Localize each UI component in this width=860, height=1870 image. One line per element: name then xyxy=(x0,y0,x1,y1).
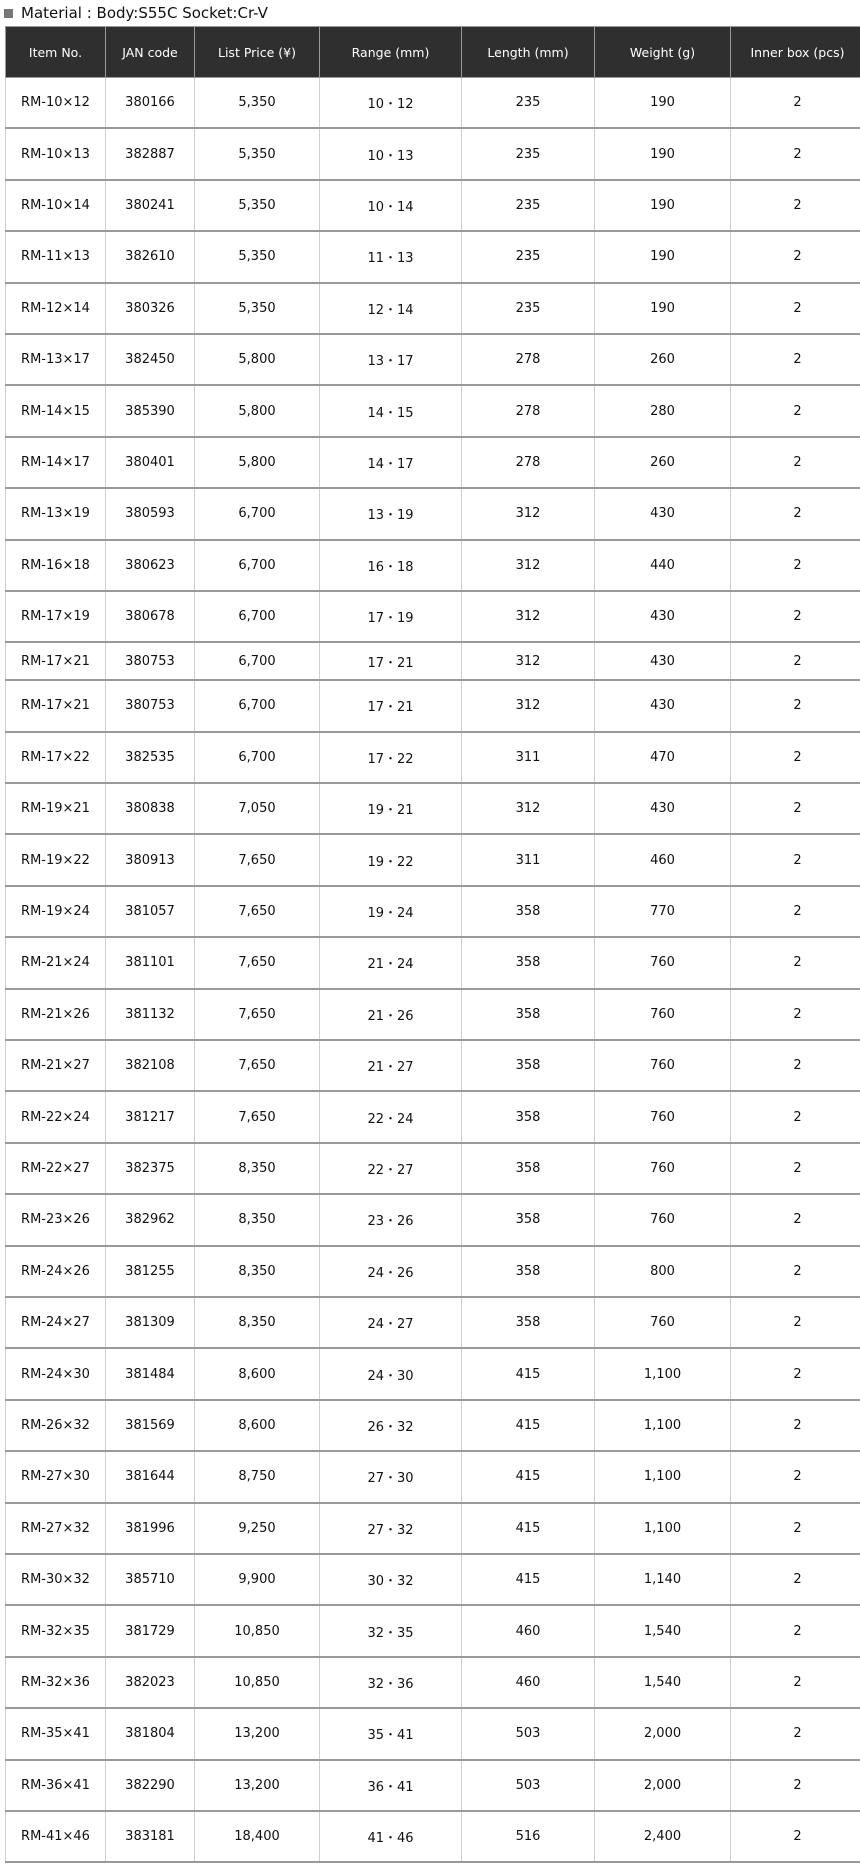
cell-range: 10・12 xyxy=(320,78,462,129)
cell-weight: 770 xyxy=(595,886,731,937)
table-row xyxy=(6,834,860,885)
cell-list-price: 5,350 xyxy=(195,231,320,282)
table-row xyxy=(6,1297,860,1348)
table-header-row xyxy=(6,27,860,78)
cell-weight: 430 xyxy=(595,591,731,642)
cell-inner-box: 2 xyxy=(731,1554,860,1605)
cell-length: 358 xyxy=(462,989,595,1040)
cell-length: 235 xyxy=(462,128,595,179)
table-row xyxy=(6,540,860,591)
cell-range: 11・13 xyxy=(320,231,462,282)
cell-item-no: RM-12×14 xyxy=(6,283,106,334)
cell-length: 516 xyxy=(462,1811,595,1862)
table-row xyxy=(6,78,860,129)
table-row xyxy=(6,642,860,680)
cell-jan-code: 382450 xyxy=(106,334,195,385)
cell-length: 312 xyxy=(462,488,595,539)
cell-jan-code: 381569 xyxy=(106,1400,195,1451)
cell-weight: 430 xyxy=(595,680,731,731)
cell-range: 12・14 xyxy=(320,283,462,334)
cell-item-no: RM-32×35 xyxy=(6,1605,106,1656)
cell-weight: 1,100 xyxy=(595,1348,731,1399)
cell-jan-code: 382023 xyxy=(106,1657,195,1708)
cell-inner-box: 2 xyxy=(731,1605,860,1656)
cell-jan-code: 382962 xyxy=(106,1194,195,1245)
cell-length: 278 xyxy=(462,334,595,385)
cell-inner-box: 2 xyxy=(731,334,860,385)
cell-item-no: RM-27×30 xyxy=(6,1451,106,1502)
cell-item-no: RM-41×46 xyxy=(6,1811,106,1862)
cell-list-price: 7,650 xyxy=(195,937,320,988)
cell-item-no: RM-14×15 xyxy=(6,385,106,436)
cell-list-price: 7,050 xyxy=(195,783,320,834)
cell-list-price: 6,700 xyxy=(195,680,320,731)
cell-list-price: 5,800 xyxy=(195,437,320,488)
table-row xyxy=(6,1605,860,1656)
table-row xyxy=(6,1091,860,1142)
cell-range: 16・18 xyxy=(320,540,462,591)
cell-inner-box: 2 xyxy=(731,680,860,731)
cell-item-no: RM-17×19 xyxy=(6,591,106,642)
cell-range: 26・32 xyxy=(320,1400,462,1451)
cell-list-price: 6,700 xyxy=(195,488,320,539)
cell-inner-box: 2 xyxy=(731,180,860,231)
table-row xyxy=(6,488,860,539)
cell-inner-box: 2 xyxy=(731,128,860,179)
cell-item-no: RM-21×24 xyxy=(6,937,106,988)
cell-item-no: RM-19×21 xyxy=(6,783,106,834)
cell-jan-code: 380753 xyxy=(106,642,195,680)
table-row xyxy=(6,1760,860,1811)
cell-range: 27・30 xyxy=(320,1451,462,1502)
table-row xyxy=(6,886,860,937)
cell-weight: 1,100 xyxy=(595,1400,731,1451)
cell-jan-code: 382290 xyxy=(106,1760,195,1811)
cell-length: 358 xyxy=(462,1297,595,1348)
cell-item-no: RM-10×13 xyxy=(6,128,106,179)
cell-range: 17・21 xyxy=(320,642,462,680)
cell-list-price: 8,750 xyxy=(195,1451,320,1502)
cell-item-no: RM-32×36 xyxy=(6,1657,106,1708)
cell-length: 415 xyxy=(462,1348,595,1399)
cell-item-no: RM-23×26 xyxy=(6,1194,106,1245)
cell-list-price: 9,250 xyxy=(195,1503,320,1554)
cell-length: 358 xyxy=(462,1040,595,1091)
cell-list-price: 6,700 xyxy=(195,591,320,642)
cell-range: 17・22 xyxy=(320,732,462,783)
cell-jan-code: 381101 xyxy=(106,937,195,988)
cell-range: 17・21 xyxy=(320,680,462,731)
cell-inner-box: 2 xyxy=(731,385,860,436)
cell-list-price: 7,650 xyxy=(195,989,320,1040)
cell-inner-box: 2 xyxy=(731,1400,860,1451)
cell-jan-code: 381996 xyxy=(106,1503,195,1554)
cell-length: 312 xyxy=(462,783,595,834)
cell-item-no: RM-24×27 xyxy=(6,1297,106,1348)
table-row xyxy=(6,1348,860,1399)
cell-list-price: 8,350 xyxy=(195,1297,320,1348)
cell-list-price: 13,200 xyxy=(195,1760,320,1811)
cell-list-price: 5,350 xyxy=(195,180,320,231)
cell-range: 24・30 xyxy=(320,1348,462,1399)
cell-length: 415 xyxy=(462,1554,595,1605)
cell-weight: 760 xyxy=(595,1091,731,1142)
cell-list-price: 8,350 xyxy=(195,1194,320,1245)
cell-jan-code: 381309 xyxy=(106,1297,195,1348)
cell-item-no: RM-21×26 xyxy=(6,989,106,1040)
cell-item-no: RM-19×22 xyxy=(6,834,106,885)
cell-jan-code: 381644 xyxy=(106,1451,195,1502)
header-jan-code: JAN code xyxy=(106,27,195,78)
cell-weight: 440 xyxy=(595,540,731,591)
table-row xyxy=(6,385,860,436)
cell-length: 235 xyxy=(462,180,595,231)
cell-inner-box: 2 xyxy=(731,834,860,885)
cell-list-price: 10,850 xyxy=(195,1657,320,1708)
cell-range: 21・24 xyxy=(320,937,462,988)
cell-weight: 1,100 xyxy=(595,1503,731,1554)
cell-jan-code: 380166 xyxy=(106,78,195,129)
cell-length: 311 xyxy=(462,732,595,783)
cell-jan-code: 380838 xyxy=(106,783,195,834)
cell-item-no: RM-21×27 xyxy=(6,1040,106,1091)
cell-length: 358 xyxy=(462,1246,595,1297)
cell-length: 415 xyxy=(462,1503,595,1554)
cell-weight: 2,000 xyxy=(595,1760,731,1811)
cell-weight: 190 xyxy=(595,180,731,231)
cell-inner-box: 2 xyxy=(731,1297,860,1348)
cell-weight: 2,000 xyxy=(595,1708,731,1759)
cell-item-no: RM-24×30 xyxy=(6,1348,106,1399)
cell-range: 10・14 xyxy=(320,180,462,231)
cell-item-no: RM-22×27 xyxy=(6,1143,106,1194)
cell-range: 14・15 xyxy=(320,385,462,436)
cell-inner-box: 2 xyxy=(731,1348,860,1399)
cell-jan-code: 383181 xyxy=(106,1811,195,1862)
cell-range: 21・27 xyxy=(320,1040,462,1091)
cell-length: 235 xyxy=(462,78,595,129)
cell-inner-box: 2 xyxy=(731,1040,860,1091)
cell-length: 503 xyxy=(462,1760,595,1811)
cell-range: 36・41 xyxy=(320,1760,462,1811)
cell-inner-box: 2 xyxy=(731,78,860,129)
cell-list-price: 7,650 xyxy=(195,1040,320,1091)
cell-inner-box: 2 xyxy=(731,591,860,642)
cell-range: 23・26 xyxy=(320,1194,462,1245)
cell-range: 22・27 xyxy=(320,1143,462,1194)
cell-length: 415 xyxy=(462,1400,595,1451)
cell-weight: 760 xyxy=(595,1143,731,1194)
cell-list-price: 5,350 xyxy=(195,128,320,179)
cell-inner-box: 2 xyxy=(731,886,860,937)
cell-item-no: RM-30×32 xyxy=(6,1554,106,1605)
header-item-no: Item No. xyxy=(6,27,106,78)
cell-jan-code: 380401 xyxy=(106,437,195,488)
cell-range: 13・19 xyxy=(320,488,462,539)
cell-length: 312 xyxy=(462,591,595,642)
cell-inner-box: 2 xyxy=(731,1246,860,1297)
cell-inner-box: 2 xyxy=(731,1451,860,1502)
cell-range: 30・32 xyxy=(320,1554,462,1605)
cell-weight: 280 xyxy=(595,385,731,436)
square-bullet-icon xyxy=(4,9,13,18)
cell-weight: 260 xyxy=(595,334,731,385)
cell-jan-code: 380326 xyxy=(106,283,195,334)
cell-jan-code: 381804 xyxy=(106,1708,195,1759)
table-row xyxy=(6,1246,860,1297)
cell-jan-code: 380623 xyxy=(106,540,195,591)
cell-range: 14・17 xyxy=(320,437,462,488)
cell-jan-code: 380753 xyxy=(106,680,195,731)
cell-range: 24・27 xyxy=(320,1297,462,1348)
cell-length: 358 xyxy=(462,937,595,988)
cell-weight: 1,100 xyxy=(595,1451,731,1502)
cell-length: 358 xyxy=(462,1143,595,1194)
cell-jan-code: 385710 xyxy=(106,1554,195,1605)
cell-list-price: 5,800 xyxy=(195,385,320,436)
cell-list-price: 6,700 xyxy=(195,732,320,783)
cell-item-no: RM-13×19 xyxy=(6,488,106,539)
cell-length: 460 xyxy=(462,1657,595,1708)
cell-range: 24・26 xyxy=(320,1246,462,1297)
cell-length: 278 xyxy=(462,385,595,436)
cell-item-no: RM-10×12 xyxy=(6,78,106,129)
table-row xyxy=(6,334,860,385)
header-range: Range (mm) xyxy=(320,27,462,78)
cell-range: 27・32 xyxy=(320,1503,462,1554)
table-row xyxy=(6,1503,860,1554)
table-row xyxy=(6,1657,860,1708)
cell-length: 358 xyxy=(462,886,595,937)
cell-list-price: 5,350 xyxy=(195,78,320,129)
cell-jan-code: 382610 xyxy=(106,231,195,282)
cell-item-no: RM-13×17 xyxy=(6,334,106,385)
cell-inner-box: 2 xyxy=(731,783,860,834)
cell-length: 312 xyxy=(462,680,595,731)
header-inner-box: Inner box (pcs) xyxy=(731,27,860,78)
cell-inner-box: 2 xyxy=(731,1194,860,1245)
table-row xyxy=(6,437,860,488)
cell-inner-box: 2 xyxy=(731,437,860,488)
cell-inner-box: 2 xyxy=(731,1811,860,1862)
table-row xyxy=(6,231,860,282)
cell-jan-code: 382108 xyxy=(106,1040,195,1091)
cell-jan-code: 381217 xyxy=(106,1091,195,1142)
table-body xyxy=(6,78,860,1863)
table-row xyxy=(6,591,860,642)
cell-jan-code: 381057 xyxy=(106,886,195,937)
cell-length: 358 xyxy=(462,1091,595,1142)
cell-inner-box: 2 xyxy=(731,1657,860,1708)
cell-weight: 190 xyxy=(595,231,731,282)
cell-jan-code: 381132 xyxy=(106,989,195,1040)
cell-range: 19・21 xyxy=(320,783,462,834)
cell-inner-box: 2 xyxy=(731,488,860,539)
cell-jan-code: 380913 xyxy=(106,834,195,885)
cell-range: 35・41 xyxy=(320,1708,462,1759)
cell-inner-box: 2 xyxy=(731,989,860,1040)
cell-jan-code: 381255 xyxy=(106,1246,195,1297)
cell-range: 17・19 xyxy=(320,591,462,642)
cell-list-price: 8,350 xyxy=(195,1246,320,1297)
cell-item-no: RM-26×32 xyxy=(6,1400,106,1451)
product-spec-table xyxy=(5,26,860,1863)
cell-inner-box: 2 xyxy=(731,1091,860,1142)
table-row xyxy=(6,1194,860,1245)
cell-list-price: 13,200 xyxy=(195,1708,320,1759)
table-row xyxy=(6,783,860,834)
cell-list-price: 8,600 xyxy=(195,1400,320,1451)
cell-list-price: 5,350 xyxy=(195,283,320,334)
cell-jan-code: 381484 xyxy=(106,1348,195,1399)
cell-length: 235 xyxy=(462,283,595,334)
cell-weight: 1,140 xyxy=(595,1554,731,1605)
cell-range: 21・26 xyxy=(320,989,462,1040)
cell-weight: 430 xyxy=(595,783,731,834)
cell-item-no: RM-10×14 xyxy=(6,180,106,231)
cell-length: 460 xyxy=(462,1605,595,1656)
cell-weight: 2,400 xyxy=(595,1811,731,1862)
table-row xyxy=(6,1708,860,1759)
cell-list-price: 5,800 xyxy=(195,334,320,385)
cell-inner-box: 2 xyxy=(731,732,860,783)
cell-inner-box: 2 xyxy=(731,937,860,988)
cell-length: 312 xyxy=(462,642,595,680)
cell-jan-code: 382887 xyxy=(106,128,195,179)
cell-jan-code: 380241 xyxy=(106,180,195,231)
cell-list-price: 10,850 xyxy=(195,1605,320,1656)
cell-range: 32・35 xyxy=(320,1605,462,1656)
cell-weight: 760 xyxy=(595,937,731,988)
cell-weight: 760 xyxy=(595,989,731,1040)
cell-item-no: RM-17×21 xyxy=(6,642,106,680)
cell-list-price: 6,700 xyxy=(195,540,320,591)
table-row xyxy=(6,989,860,1040)
cell-weight: 190 xyxy=(595,128,731,179)
material-note xyxy=(0,0,860,26)
table-row xyxy=(6,1400,860,1451)
header-weight: Weight (g) xyxy=(595,27,731,78)
table-row xyxy=(6,1554,860,1605)
table-row xyxy=(6,1143,860,1194)
cell-weight: 190 xyxy=(595,78,731,129)
cell-inner-box: 2 xyxy=(731,1143,860,1194)
cell-list-price: 6,700 xyxy=(195,642,320,680)
table-row xyxy=(6,128,860,179)
cell-range: 13・17 xyxy=(320,334,462,385)
cell-inner-box: 2 xyxy=(731,283,860,334)
cell-inner-box: 2 xyxy=(731,1708,860,1759)
cell-jan-code: 382535 xyxy=(106,732,195,783)
table-row xyxy=(6,1451,860,1502)
cell-range: 22・24 xyxy=(320,1091,462,1142)
cell-jan-code: 380678 xyxy=(106,591,195,642)
cell-length: 278 xyxy=(462,437,595,488)
cell-jan-code: 385390 xyxy=(106,385,195,436)
table-row xyxy=(6,1040,860,1091)
cell-item-no: RM-17×22 xyxy=(6,732,106,783)
cell-item-no: RM-22×24 xyxy=(6,1091,106,1142)
cell-weight: 260 xyxy=(595,437,731,488)
cell-range: 41・46 xyxy=(320,1811,462,1862)
cell-item-no: RM-36×41 xyxy=(6,1760,106,1811)
cell-length: 312 xyxy=(462,540,595,591)
material-text: Material : Body:S55C Socket:Cr-V xyxy=(21,4,268,22)
cell-list-price: 7,650 xyxy=(195,1091,320,1142)
cell-length: 235 xyxy=(462,231,595,282)
cell-jan-code: 382375 xyxy=(106,1143,195,1194)
cell-list-price: 8,350 xyxy=(195,1143,320,1194)
cell-weight: 760 xyxy=(595,1297,731,1348)
cell-item-no: RM-16×18 xyxy=(6,540,106,591)
cell-inner-box: 2 xyxy=(731,540,860,591)
table-row xyxy=(6,732,860,783)
cell-range: 10・13 xyxy=(320,128,462,179)
table-row xyxy=(6,180,860,231)
header-list-price: List Price (¥) xyxy=(195,27,320,78)
cell-item-no: RM-19×24 xyxy=(6,886,106,937)
cell-list-price: 7,650 xyxy=(195,834,320,885)
table-row xyxy=(6,680,860,731)
cell-weight: 1,540 xyxy=(595,1605,731,1656)
cell-list-price: 7,650 xyxy=(195,886,320,937)
cell-item-no: RM-35×41 xyxy=(6,1708,106,1759)
cell-inner-box: 2 xyxy=(731,1760,860,1811)
cell-weight: 460 xyxy=(595,834,731,885)
header-length: Length (mm) xyxy=(462,27,595,78)
cell-item-no: RM-17×21 xyxy=(6,680,106,731)
cell-weight: 430 xyxy=(595,642,731,680)
cell-item-no: RM-24×26 xyxy=(6,1246,106,1297)
cell-item-no: RM-11×13 xyxy=(6,231,106,282)
cell-length: 415 xyxy=(462,1451,595,1502)
cell-range: 19・22 xyxy=(320,834,462,885)
cell-length: 358 xyxy=(462,1194,595,1245)
cell-weight: 760 xyxy=(595,1194,731,1245)
cell-weight: 470 xyxy=(595,732,731,783)
cell-weight: 190 xyxy=(595,283,731,334)
cell-inner-box: 2 xyxy=(731,231,860,282)
cell-length: 503 xyxy=(462,1708,595,1759)
cell-jan-code: 381729 xyxy=(106,1605,195,1656)
cell-inner-box: 2 xyxy=(731,642,860,680)
cell-list-price: 9,900 xyxy=(195,1554,320,1605)
cell-inner-box: 2 xyxy=(731,1503,860,1554)
cell-item-no: RM-14×17 xyxy=(6,437,106,488)
cell-item-no: RM-27×32 xyxy=(6,1503,106,1554)
table-row xyxy=(6,1811,860,1862)
cell-jan-code: 380593 xyxy=(106,488,195,539)
cell-list-price: 8,600 xyxy=(195,1348,320,1399)
cell-range: 32・36 xyxy=(320,1657,462,1708)
cell-weight: 1,540 xyxy=(595,1657,731,1708)
table-row xyxy=(6,283,860,334)
table-row xyxy=(6,937,860,988)
cell-range: 19・24 xyxy=(320,886,462,937)
cell-length: 311 xyxy=(462,834,595,885)
cell-weight: 430 xyxy=(595,488,731,539)
cell-weight: 800 xyxy=(595,1246,731,1297)
cell-weight: 760 xyxy=(595,1040,731,1091)
cell-list-price: 18,400 xyxy=(195,1811,320,1862)
